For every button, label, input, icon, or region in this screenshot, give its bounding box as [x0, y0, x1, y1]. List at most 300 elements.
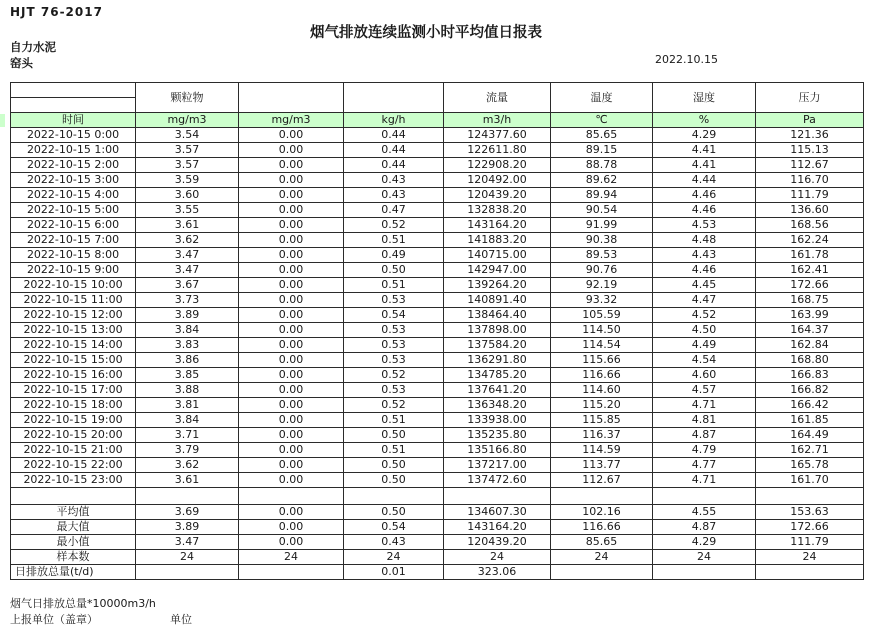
spacer-cell — [444, 488, 551, 505]
value-cell: 0.53 — [344, 383, 444, 398]
sample-count-row — [11, 550, 864, 565]
value-cell: 4.53 — [653, 218, 756, 233]
value-cell: 0.00 — [239, 143, 344, 158]
value-cell: 3.83 — [136, 338, 239, 353]
value-cell: 4.50 — [653, 323, 756, 338]
summary-value-cell: 24 — [444, 550, 551, 565]
value-cell: 161.85 — [756, 413, 864, 428]
value-cell: 3.54 — [136, 128, 239, 143]
value-cell: 3.61 — [136, 218, 239, 233]
value-cell: 4.44 — [653, 173, 756, 188]
time-cell: 2022-10-15 2:00 — [11, 158, 136, 173]
value-cell: 4.46 — [653, 188, 756, 203]
table-row — [11, 263, 864, 278]
value-cell: 0.00 — [239, 473, 344, 488]
time-cell: 2022-10-15 10:00 — [11, 278, 136, 293]
value-cell: 3.59 — [136, 173, 239, 188]
value-cell: 3.84 — [136, 323, 239, 338]
value-cell: 4.46 — [653, 263, 756, 278]
value-cell: 3.61 — [136, 473, 239, 488]
value-cell: 90.76 — [551, 263, 653, 278]
value-cell: 135235.80 — [444, 428, 551, 443]
value-cell: 168.75 — [756, 293, 864, 308]
value-cell: 4.57 — [653, 383, 756, 398]
value-cell: 3.62 — [136, 233, 239, 248]
time-cell: 2022-10-15 14:00 — [11, 338, 136, 353]
standard-code: HJT 76-2017 — [10, 5, 103, 19]
value-cell: 3.71 — [136, 428, 239, 443]
value-cell: 114.54 — [551, 338, 653, 353]
summary-value-cell: 24 — [653, 550, 756, 565]
time-cell: 2022-10-15 13:00 — [11, 323, 136, 338]
value-cell: 133938.00 — [444, 413, 551, 428]
value-cell: 0.53 — [344, 353, 444, 368]
unit-celsius: ℃ — [551, 113, 653, 128]
summary-value-cell: 0.00 — [239, 520, 344, 535]
table-row — [11, 368, 864, 383]
value-cell: 0.44 — [344, 158, 444, 173]
summary-label-cell: 日排放总量(t/d) — [11, 565, 136, 580]
table-row — [11, 143, 864, 158]
value-cell: 0.00 — [239, 293, 344, 308]
value-cell: 0.53 — [344, 293, 444, 308]
value-cell: 136348.20 — [444, 398, 551, 413]
table-row — [11, 323, 864, 338]
max-row — [11, 520, 864, 535]
table-row — [11, 233, 864, 248]
value-cell: 115.85 — [551, 413, 653, 428]
col-header-flow: 流量 — [444, 83, 551, 113]
value-cell: 0.52 — [344, 368, 444, 383]
time-cell: 2022-10-15 21:00 — [11, 443, 136, 458]
corner-cell-top — [11, 83, 136, 98]
unit-time: 时间 — [11, 113, 136, 128]
value-cell: 122908.20 — [444, 158, 551, 173]
value-cell: 166.82 — [756, 383, 864, 398]
col-header-pressure: 压力 — [756, 83, 864, 113]
time-cell: 2022-10-15 12:00 — [11, 308, 136, 323]
value-cell: 165.78 — [756, 458, 864, 473]
value-cell: 115.20 — [551, 398, 653, 413]
value-cell: 3.60 — [136, 188, 239, 203]
time-cell: 2022-10-15 1:00 — [11, 143, 136, 158]
summary-value-cell — [653, 565, 756, 580]
value-cell: 163.99 — [756, 308, 864, 323]
value-cell: 90.54 — [551, 203, 653, 218]
table-row — [11, 428, 864, 443]
time-cell: 2022-10-15 5:00 — [11, 203, 136, 218]
value-cell: 89.15 — [551, 143, 653, 158]
value-cell: 0.00 — [239, 218, 344, 233]
value-cell: 4.71 — [653, 473, 756, 488]
value-cell: 142947.00 — [444, 263, 551, 278]
value-cell: 137472.60 — [444, 473, 551, 488]
value-cell: 3.55 — [136, 203, 239, 218]
value-cell: 0.00 — [239, 353, 344, 368]
time-cell: 2022-10-15 9:00 — [11, 263, 136, 278]
value-cell: 0.54 — [344, 308, 444, 323]
corner-cell-bottom — [11, 98, 136, 113]
spacer-row — [11, 488, 864, 505]
value-cell: 138464.40 — [444, 308, 551, 323]
value-cell: 172.66 — [756, 278, 864, 293]
summary-value-cell — [239, 565, 344, 580]
summary-label-cell: 样本数 — [11, 550, 136, 565]
value-cell: 0.00 — [239, 278, 344, 293]
value-cell: 3.79 — [136, 443, 239, 458]
value-cell: 3.81 — [136, 398, 239, 413]
value-cell: 4.47 — [653, 293, 756, 308]
monitor-point: 窑头 — [10, 56, 33, 70]
summary-value-cell: 0.54 — [344, 520, 444, 535]
time-cell: 2022-10-15 6:00 — [11, 218, 136, 233]
value-cell: 112.67 — [756, 158, 864, 173]
summary-value-cell: 0.00 — [239, 505, 344, 520]
spacer-cell — [653, 488, 756, 505]
value-cell: 89.53 — [551, 248, 653, 263]
value-cell: 137217.00 — [444, 458, 551, 473]
table-row — [11, 398, 864, 413]
value-cell: 0.52 — [344, 218, 444, 233]
value-cell: 4.41 — [653, 158, 756, 173]
value-cell: 0.00 — [239, 368, 344, 383]
summary-value-cell: 172.66 — [756, 520, 864, 535]
value-cell: 0.43 — [344, 173, 444, 188]
value-cell: 0.44 — [344, 128, 444, 143]
value-cell: 3.84 — [136, 413, 239, 428]
value-cell: 121.36 — [756, 128, 864, 143]
page-title: 烟气排放连续监测小时平均值日报表 — [310, 25, 542, 41]
value-cell: 135166.80 — [444, 443, 551, 458]
value-cell: 137641.20 — [444, 383, 551, 398]
value-cell: 0.49 — [344, 248, 444, 263]
value-cell: 141883.20 — [444, 233, 551, 248]
value-cell: 122611.80 — [444, 143, 551, 158]
value-cell: 166.42 — [756, 398, 864, 413]
monitoring-table — [10, 82, 864, 580]
value-cell: 0.00 — [239, 338, 344, 353]
value-cell: 3.67 — [136, 278, 239, 293]
unit-kgh: kg/h — [344, 113, 444, 128]
value-cell: 4.60 — [653, 368, 756, 383]
table-row — [11, 128, 864, 143]
value-cell: 0.00 — [239, 173, 344, 188]
spacer-cell — [239, 488, 344, 505]
value-cell: 168.56 — [756, 218, 864, 233]
value-cell: 115.13 — [756, 143, 864, 158]
value-cell: 93.32 — [551, 293, 653, 308]
footer-stamp-label: 上报单位（盖章） — [10, 613, 98, 626]
value-cell: 90.38 — [551, 233, 653, 248]
value-cell: 162.41 — [756, 263, 864, 278]
value-cell: 116.70 — [756, 173, 864, 188]
summary-value-cell: 4.55 — [653, 505, 756, 520]
value-cell: 162.24 — [756, 233, 864, 248]
group-header-row-top — [11, 83, 864, 98]
value-cell: 132838.20 — [444, 203, 551, 218]
time-cell: 2022-10-15 20:00 — [11, 428, 136, 443]
value-cell: 0.52 — [344, 398, 444, 413]
spacer-cell — [551, 488, 653, 505]
summary-value-cell: 0.50 — [344, 505, 444, 520]
value-cell: 0.51 — [344, 443, 444, 458]
unit-mgm3-b: mg/m3 — [239, 113, 344, 128]
summary-label-cell: 最大值 — [11, 520, 136, 535]
col-header-particulate: 颗粒物 — [136, 83, 239, 113]
table-row — [11, 413, 864, 428]
value-cell: 91.99 — [551, 218, 653, 233]
summary-value-cell: 116.66 — [551, 520, 653, 535]
value-cell: 137584.20 — [444, 338, 551, 353]
summary-value-cell: 111.79 — [756, 535, 864, 550]
value-cell: 0.00 — [239, 248, 344, 263]
summary-value-cell: 3.69 — [136, 505, 239, 520]
value-cell: 0.53 — [344, 338, 444, 353]
value-cell: 4.87 — [653, 428, 756, 443]
summary-value-cell — [136, 565, 239, 580]
value-cell: 140715.00 — [444, 248, 551, 263]
value-cell: 3.47 — [136, 263, 239, 278]
value-cell: 92.19 — [551, 278, 653, 293]
value-cell: 162.71 — [756, 443, 864, 458]
value-cell: 0.50 — [344, 428, 444, 443]
col-header-humidity: 湿度 — [653, 83, 756, 113]
unit-mgm3-a: mg/m3 — [136, 113, 239, 128]
summary-value-cell: 24 — [756, 550, 864, 565]
value-cell: 164.37 — [756, 323, 864, 338]
value-cell: 88.78 — [551, 158, 653, 173]
value-cell: 4.48 — [653, 233, 756, 248]
value-cell: 3.89 — [136, 308, 239, 323]
col-header-blank-2 — [344, 83, 444, 113]
spacer-cell — [11, 488, 136, 505]
value-cell: 4.77 — [653, 458, 756, 473]
value-cell: 0.00 — [239, 458, 344, 473]
time-cell: 2022-10-15 19:00 — [11, 413, 136, 428]
summary-value-cell: 4.87 — [653, 520, 756, 535]
value-cell: 134785.20 — [444, 368, 551, 383]
value-cell: 116.37 — [551, 428, 653, 443]
value-cell: 0.00 — [239, 398, 344, 413]
value-cell: 4.41 — [653, 143, 756, 158]
value-cell: 4.29 — [653, 128, 756, 143]
value-cell: 161.78 — [756, 248, 864, 263]
summary-rows — [11, 505, 864, 580]
daily-total-row — [11, 565, 864, 580]
summary-value-cell: 143164.20 — [444, 520, 551, 535]
value-cell: 3.85 — [136, 368, 239, 383]
value-cell: 114.59 — [551, 443, 653, 458]
table-row — [11, 443, 864, 458]
value-cell: 4.71 — [653, 398, 756, 413]
value-cell: 4.52 — [653, 308, 756, 323]
value-cell: 140891.40 — [444, 293, 551, 308]
table-row — [11, 458, 864, 473]
unit-pa: Pa — [756, 113, 864, 128]
summary-value-cell: 3.89 — [136, 520, 239, 535]
value-cell: 4.54 — [653, 353, 756, 368]
spacer-cell — [344, 488, 444, 505]
value-cell: 4.49 — [653, 338, 756, 353]
value-cell: 89.62 — [551, 173, 653, 188]
time-cell: 2022-10-15 4:00 — [11, 188, 136, 203]
time-cell: 2022-10-15 15:00 — [11, 353, 136, 368]
table-row — [11, 278, 864, 293]
value-cell: 136291.80 — [444, 353, 551, 368]
summary-value-cell: 153.63 — [756, 505, 864, 520]
value-cell: 113.77 — [551, 458, 653, 473]
value-cell: 111.79 — [756, 188, 864, 203]
value-cell: 3.47 — [136, 248, 239, 263]
summary-value-cell: 134607.30 — [444, 505, 551, 520]
value-cell: 3.86 — [136, 353, 239, 368]
summary-label-cell: 最小值 — [11, 535, 136, 550]
table-row — [11, 473, 864, 488]
summary-value-cell: 24 — [136, 550, 239, 565]
spacer-cell — [136, 488, 239, 505]
value-cell: 120492.00 — [444, 173, 551, 188]
value-cell: 0.51 — [344, 413, 444, 428]
summary-value-cell: 0.01 — [344, 565, 444, 580]
value-cell: 3.62 — [136, 458, 239, 473]
value-cell: 0.00 — [239, 188, 344, 203]
summary-value-cell: 323.06 — [444, 565, 551, 580]
time-cell: 2022-10-15 23:00 — [11, 473, 136, 488]
value-cell: 120439.20 — [444, 188, 551, 203]
value-cell: 166.83 — [756, 368, 864, 383]
time-cell: 2022-10-15 7:00 — [11, 233, 136, 248]
summary-value-cell: 24 — [344, 550, 444, 565]
value-cell: 161.70 — [756, 473, 864, 488]
company-name: 自力水泥 — [10, 40, 56, 54]
value-cell: 3.73 — [136, 293, 239, 308]
value-cell: 0.53 — [344, 323, 444, 338]
value-cell: 85.65 — [551, 128, 653, 143]
value-cell: 114.60 — [551, 383, 653, 398]
value-cell: 115.66 — [551, 353, 653, 368]
spacer-cell — [756, 488, 864, 505]
average-row — [11, 505, 864, 520]
table-row — [11, 353, 864, 368]
value-cell: 105.59 — [551, 308, 653, 323]
summary-value-cell — [756, 565, 864, 580]
footer-unit-label: 单位 — [170, 613, 192, 626]
value-cell: 0.00 — [239, 158, 344, 173]
value-cell: 89.94 — [551, 188, 653, 203]
value-cell: 4.45 — [653, 278, 756, 293]
table-row — [11, 188, 864, 203]
value-cell: 0.51 — [344, 233, 444, 248]
min-row — [11, 535, 864, 550]
value-cell: 162.84 — [756, 338, 864, 353]
value-cell: 164.49 — [756, 428, 864, 443]
summary-value-cell: 0.43 — [344, 535, 444, 550]
time-cell: 2022-10-15 17:00 — [11, 383, 136, 398]
summary-label-cell: 平均值 — [11, 505, 136, 520]
value-cell: 0.44 — [344, 143, 444, 158]
value-cell: 0.50 — [344, 458, 444, 473]
summary-value-cell: 3.47 — [136, 535, 239, 550]
time-cell: 2022-10-15 8:00 — [11, 248, 136, 263]
value-cell: 4.79 — [653, 443, 756, 458]
table-row — [11, 203, 864, 218]
summary-value-cell: 85.65 — [551, 535, 653, 550]
value-cell: 124377.60 — [444, 128, 551, 143]
table-row — [11, 158, 864, 173]
table-row — [11, 338, 864, 353]
time-cell: 2022-10-15 11:00 — [11, 293, 136, 308]
table-row — [11, 308, 864, 323]
summary-value-cell — [551, 565, 653, 580]
value-cell: 4.46 — [653, 203, 756, 218]
unit-header-row — [11, 113, 864, 128]
summary-value-cell: 120439.20 — [444, 535, 551, 550]
value-cell: 0.00 — [239, 443, 344, 458]
unit-percent: % — [653, 113, 756, 128]
table-row — [11, 248, 864, 263]
value-cell: 0.00 — [239, 383, 344, 398]
value-cell: 0.00 — [239, 233, 344, 248]
value-cell: 168.80 — [756, 353, 864, 368]
value-cell: 136.60 — [756, 203, 864, 218]
table-row — [11, 383, 864, 398]
time-cell: 2022-10-15 16:00 — [11, 368, 136, 383]
summary-value-cell: 0.00 — [239, 535, 344, 550]
col-header-temperature: 温度 — [551, 83, 653, 113]
value-cell: 143164.20 — [444, 218, 551, 233]
time-cell: 2022-10-15 22:00 — [11, 458, 136, 473]
value-cell: 0.47 — [344, 203, 444, 218]
table-row — [11, 293, 864, 308]
value-cell: 0.00 — [239, 203, 344, 218]
value-cell: 116.66 — [551, 368, 653, 383]
time-cell: 2022-10-15 0:00 — [11, 128, 136, 143]
header-group — [11, 83, 864, 128]
value-cell: 3.57 — [136, 143, 239, 158]
unit-m3h: m3/h — [444, 113, 551, 128]
value-cell: 137898.00 — [444, 323, 551, 338]
value-cell: 0.00 — [239, 263, 344, 278]
value-cell: 112.67 — [551, 473, 653, 488]
footer-note: 烟气日排放总量*10000m3/h — [10, 597, 156, 610]
green-edge-artifact — [0, 114, 5, 127]
report-date: 2022.10.15 — [655, 53, 718, 66]
time-cell: 2022-10-15 18:00 — [11, 398, 136, 413]
table-row — [11, 173, 864, 188]
summary-value-cell: 102.16 — [551, 505, 653, 520]
value-cell: 3.57 — [136, 158, 239, 173]
summary-value-cell: 24 — [239, 550, 344, 565]
value-cell: 3.88 — [136, 383, 239, 398]
value-cell: 4.81 — [653, 413, 756, 428]
col-header-blank-1 — [239, 83, 344, 113]
value-cell: 0.50 — [344, 473, 444, 488]
value-cell: 0.50 — [344, 263, 444, 278]
summary-value-cell: 4.29 — [653, 535, 756, 550]
table-row — [11, 218, 864, 233]
value-cell: 0.51 — [344, 278, 444, 293]
value-cell: 0.43 — [344, 188, 444, 203]
value-cell: 139264.20 — [444, 278, 551, 293]
spacer-section — [11, 488, 864, 505]
value-cell: 4.43 — [653, 248, 756, 263]
summary-value-cell: 24 — [551, 550, 653, 565]
value-cell: 0.00 — [239, 323, 344, 338]
value-cell: 0.00 — [239, 428, 344, 443]
value-cell: 0.00 — [239, 128, 344, 143]
hourly-rows — [11, 128, 864, 488]
time-cell: 2022-10-15 3:00 — [11, 173, 136, 188]
